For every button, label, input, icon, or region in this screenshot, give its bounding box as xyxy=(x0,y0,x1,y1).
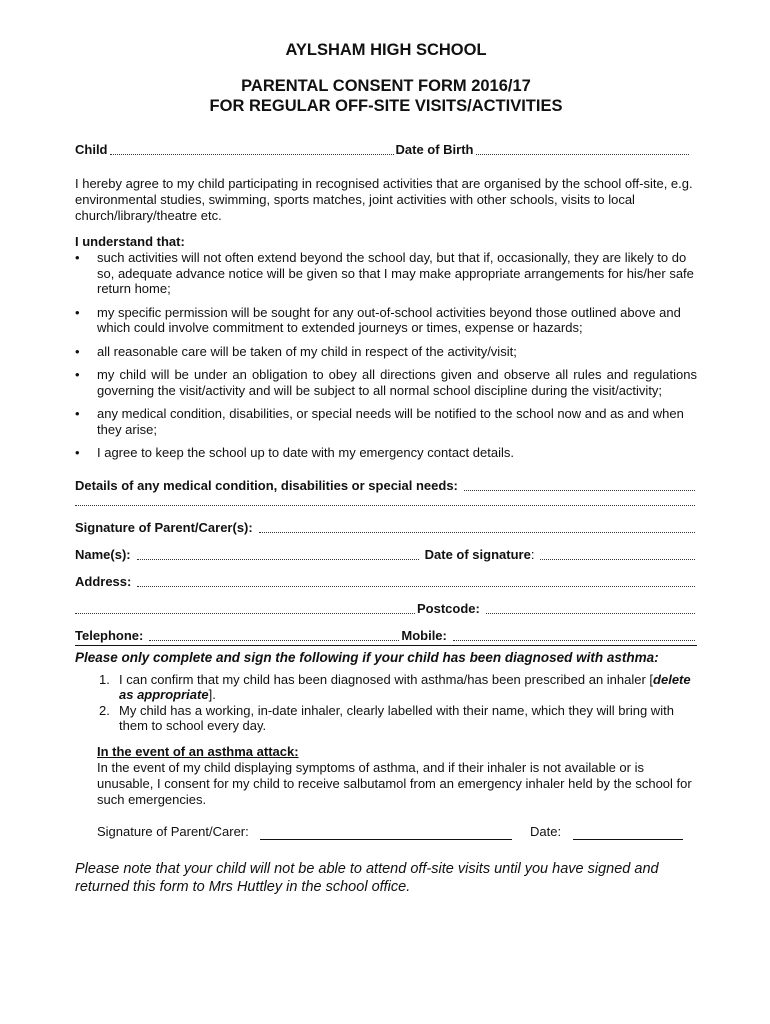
list-item-text: I can confirm that my child has been diagnosed with asthma/has been prescribed an inhaler [ xyxy=(119,671,654,687)
medical-row xyxy=(75,478,697,494)
signature-label: Signature of Parent/Carer(s): xyxy=(75,519,253,535)
names-field[interactable] xyxy=(137,559,419,560)
postcode-label: Postcode: xyxy=(417,600,480,616)
telephone-row xyxy=(75,628,697,644)
list-item xyxy=(75,367,697,398)
list-number: 1. xyxy=(99,671,110,687)
list-item-text: all reasonable care will be taken of my child in respect of the activity/visit; xyxy=(97,343,517,359)
asthma-attack-text: In the event of my child displaying symptoms of asthma, and if their inhaler is not available or is unusable, I consent for my child to receive salbutamol from an emergency inhaler held by the school for such emergencies. xyxy=(97,759,692,807)
list-item-text: my child will be under an obligation to obey all directions given and observe all rules and regulations governing the visit/activity and will be subject to all normal school discipline during the visit/activity; xyxy=(97,367,697,398)
delete-as-appropriate-note: delete as appropriate xyxy=(119,671,691,702)
intro-paragraph: I hereby agree to my child participating in recognised activities that are organised by the school off-site, e.g. environmental studies, swimming, sports matches, joint activities with other schools, visits to local church/library/theatre etc. xyxy=(75,176,693,223)
medical-label: Details of any medical condition, disabilities or special needs: xyxy=(75,477,458,493)
postcode-field[interactable] xyxy=(486,613,695,614)
list-item xyxy=(75,250,697,297)
understand-heading: I understand that: xyxy=(75,234,185,249)
mobile-label: Mobile: xyxy=(401,627,447,643)
list-item-text: any medical condition, disabilities, or special needs will be notified to the school now and as and when they arise; xyxy=(97,406,684,437)
medical-field-continued[interactable] xyxy=(75,505,695,506)
date-signature-label: Date of signature xyxy=(424,546,531,562)
asthma-date-field[interactable] xyxy=(573,825,683,840)
bullet-icon: • xyxy=(75,250,80,265)
asthma-attack-block xyxy=(75,744,697,840)
bullet-icon: • xyxy=(75,406,80,421)
closing-note: Please note that your child will not be able to attend off-site visits until you have signed and returned this form to Mrs Huttley in the school office. xyxy=(75,860,659,895)
child-dob-row xyxy=(75,142,697,158)
asthma-signature-row xyxy=(97,824,697,840)
signature-field[interactable] xyxy=(259,532,695,533)
names-label: Name(s): xyxy=(75,546,131,562)
child-label: Child xyxy=(75,142,108,157)
asthma-intro: Please only complete and sign the following if your child has been diagnosed with asthma: xyxy=(75,649,659,665)
list-item-text: such activities will not often extend beyond the school day, but that if, occasionally, they are likely to do so, adequate advance notice will be given so that I may make appropriate arrangements for his/her safe return home; xyxy=(97,250,694,296)
telephone-field[interactable] xyxy=(149,640,399,641)
address-label: Address: xyxy=(75,573,132,589)
list-number: 2. xyxy=(99,702,110,718)
list-item-text: I agree to keep the school up to date with my emergency contact details. xyxy=(97,445,514,460)
address-field[interactable] xyxy=(137,586,695,587)
bullet-icon: • xyxy=(75,367,80,382)
bullet-icon: • xyxy=(75,445,80,460)
address-row xyxy=(75,574,697,590)
names-row xyxy=(75,547,697,563)
bullet-icon: • xyxy=(75,343,80,359)
list-item xyxy=(75,344,697,360)
list-item xyxy=(75,305,697,336)
medical-field[interactable] xyxy=(464,490,695,491)
school-name: AYLSHAM HIGH SCHOOL xyxy=(285,41,487,59)
list-item xyxy=(75,703,697,734)
list-item xyxy=(75,406,697,437)
consent-form-page xyxy=(75,40,697,896)
bullet-icon: • xyxy=(75,304,80,320)
asthma-signature-field[interactable] xyxy=(260,825,512,840)
form-title: PARENTAL CONSENT FORM 2016/17 xyxy=(241,77,531,95)
mobile-field[interactable] xyxy=(453,640,695,641)
asthma-list xyxy=(75,672,697,734)
list-item-text: my specific permission will be sought for any out-of-school activities beyond those outlined above and which could involve commitment to extended journeys or times, expense or hazards; xyxy=(97,304,681,335)
asthma-date-label: Date: xyxy=(530,823,562,839)
understand-list xyxy=(75,250,697,461)
date-signature-field[interactable] xyxy=(540,559,695,560)
dob-label: Date of Birth xyxy=(395,142,474,157)
child-field[interactable] xyxy=(110,154,394,155)
postcode-row xyxy=(75,601,697,617)
list-item xyxy=(75,672,697,703)
telephone-label: Telephone: xyxy=(75,627,144,643)
date-signature-colon: : xyxy=(530,546,535,562)
form-subtitle: FOR REGULAR OFF-SITE VISITS/ACTIVITIES xyxy=(209,97,563,115)
asthma-attack-heading: In the event of an asthma attack: xyxy=(97,743,299,759)
signature-row xyxy=(75,520,697,536)
list-item-text: My child has a working, in-date inhaler, clearly labelled with their name, which they will bring with them to school every day. xyxy=(119,702,674,733)
dob-field[interactable] xyxy=(476,154,690,155)
list-item xyxy=(75,445,697,461)
list-item-text-end: ]. xyxy=(208,687,216,702)
asthma-signature-label: Signature of Parent/Carer: xyxy=(97,823,249,839)
address-field-continued[interactable] xyxy=(75,613,415,614)
